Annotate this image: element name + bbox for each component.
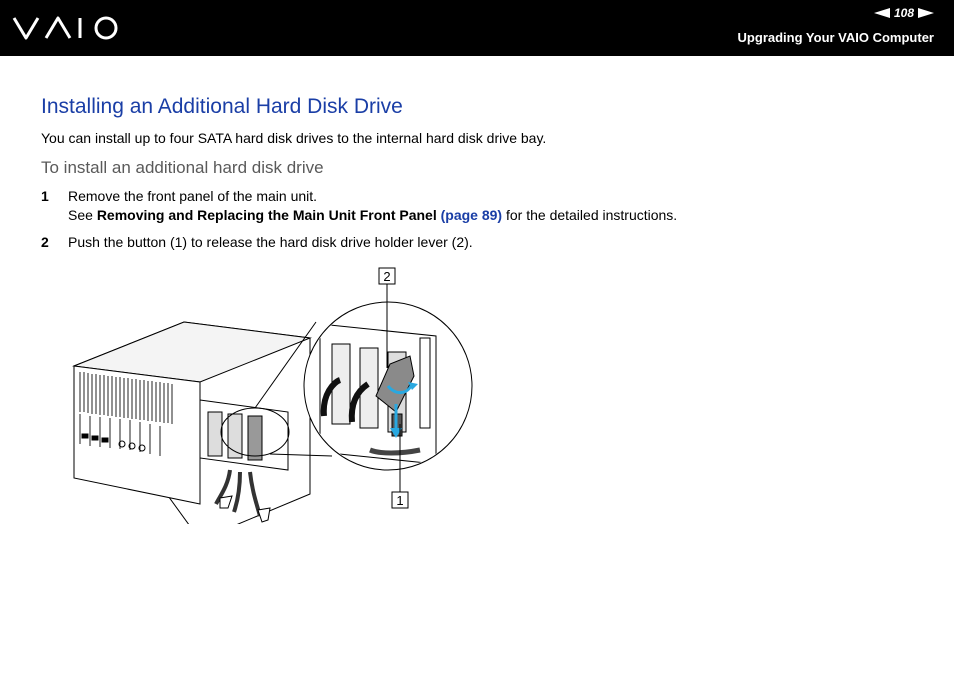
callout-1-label: 1 [396, 493, 404, 508]
page-navigation [874, 6, 934, 20]
procedure-heading: To install an additional hard disk drive [41, 158, 324, 177]
step-2-text: Push the button (1) to release the hard disk drive holder lever (2). [68, 234, 473, 250]
step-1-line-1: Remove the front panel of the main unit. [68, 188, 318, 204]
step-1-reference-title: Removing and Replacing the Main Unit Front Panel [96, 207, 437, 223]
page-header [0, 0, 954, 56]
step-number: 1 [41, 188, 49, 204]
page-number: 108 [893, 6, 914, 20]
step-1-see-text: See [68, 207, 97, 223]
page-89-link[interactable]: (page 89) [440, 207, 503, 223]
step-number: 2 [41, 234, 49, 250]
magnified-drive-view [304, 302, 472, 470]
step-1-suffix-text: for the detailed instructions. [502, 207, 678, 223]
main-unit-drawing [74, 322, 310, 524]
section-title: Upgrading Your VAIO Computer [737, 30, 934, 45]
callout-2-label: 2 [383, 269, 391, 284]
page-title: Installing an Additional Hard Disk Drive [41, 95, 403, 118]
triangle-left-icon[interactable] [874, 8, 890, 18]
vaio-logo [12, 13, 122, 48]
triangle-right-icon[interactable] [918, 8, 934, 18]
hard-disk-illustration [70, 264, 490, 529]
step-1-line-2 [68, 206, 677, 225]
intro-text: You can install up to four SATA hard disk drives to the internal hard disk drive bay. [41, 130, 547, 146]
